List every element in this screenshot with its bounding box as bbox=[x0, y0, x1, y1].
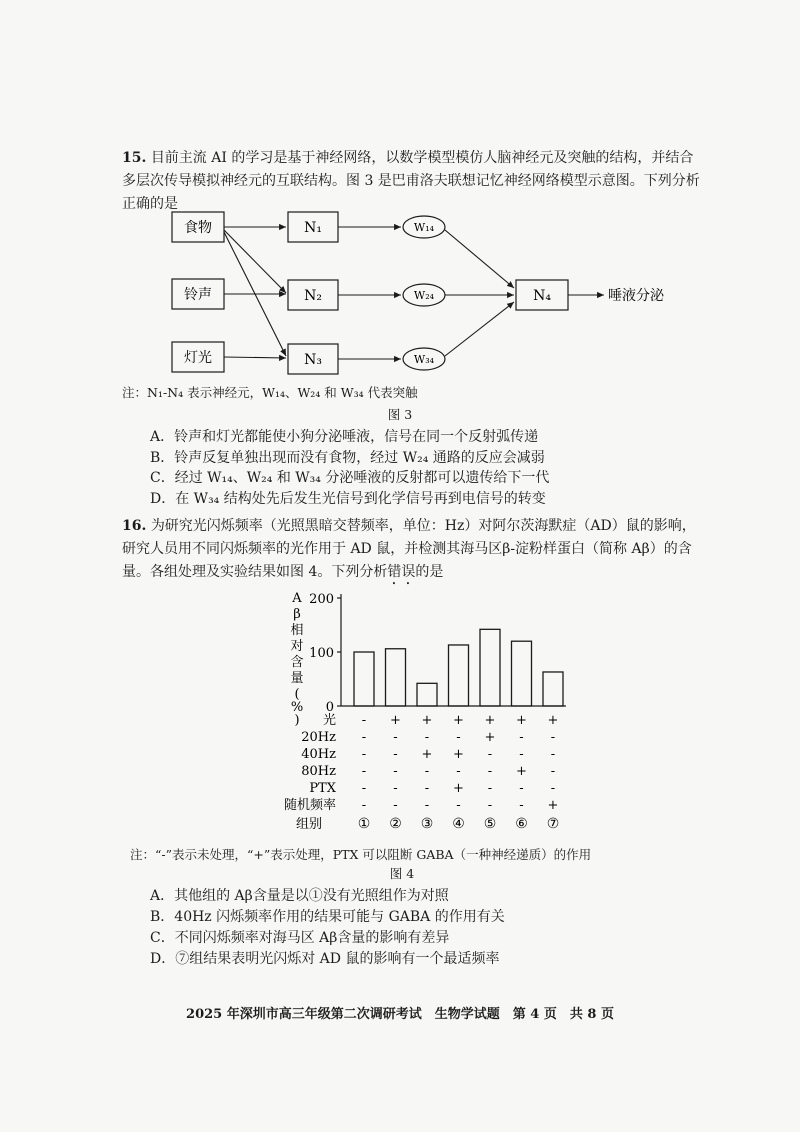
treatment-mark: - bbox=[361, 781, 367, 796]
q16-option-a[interactable]: A．其他组的 Aβ含量是以①没有光照组作为对照 bbox=[150, 888, 449, 904]
bar bbox=[449, 645, 469, 706]
treatment-label: 随机频率 bbox=[283, 798, 336, 813]
y-label-char: 量 bbox=[290, 671, 304, 686]
treatment-mark: + bbox=[453, 781, 464, 796]
question-number: 16. bbox=[122, 518, 147, 534]
bar bbox=[417, 683, 437, 706]
treatment-mark: - bbox=[487, 764, 493, 779]
y-label-char: ) bbox=[294, 713, 300, 728]
treatment-mark: - bbox=[456, 730, 461, 745]
treatment-label: 光 bbox=[322, 713, 336, 728]
input-label: 灯光 bbox=[184, 350, 212, 366]
treatment-mark: - bbox=[487, 781, 493, 796]
treatment-mark: - bbox=[519, 730, 524, 745]
treatment-label: 20Hz bbox=[301, 730, 336, 745]
treatment-mark: + bbox=[516, 713, 527, 728]
q15-option-b[interactable]: B．铃声反复单独出现而没有食物，经过 W₂₄ 通路的反应会减弱 bbox=[150, 450, 545, 466]
synapse-label: W₃₄ bbox=[413, 353, 435, 366]
treatment-label: 80Hz bbox=[301, 764, 336, 779]
q15-option-c[interactable]: C．经过 W₁₄、W₂₄ 和 W₃₄ 分泌唾液的反射都可以遗传给下一代 bbox=[150, 470, 550, 486]
treatment-mark: - bbox=[550, 730, 556, 745]
y-label-char: A bbox=[292, 591, 302, 606]
group-label: ② bbox=[389, 816, 402, 832]
neuron-label: N₄ bbox=[533, 288, 551, 304]
treatment-mark: - bbox=[424, 730, 430, 745]
treatment-mark: - bbox=[519, 798, 524, 813]
q16-option-c[interactable]: C．不同闪烁频率对海马区 Aβ含量的影响有差异 bbox=[150, 930, 450, 946]
y-tick-label: 100 bbox=[309, 646, 334, 661]
treatment-mark: + bbox=[484, 730, 496, 745]
treatment-mark: - bbox=[519, 747, 524, 762]
q15-option-a[interactable]: A．铃声和灯光都能使小狗分泌唾液，信号在同一个反射弧传递 bbox=[150, 429, 539, 445]
neuron-label: N₃ bbox=[304, 352, 322, 368]
treatment-mark: + bbox=[547, 713, 559, 728]
y-label-char: 相 bbox=[290, 623, 304, 638]
question-text: 目前主流 AI 的学习是基于神经网络，以数学模型模仿人脑神经元及突触的结构，并结合多层次传导模拟神经元的互联结构。图 3 是巴甫洛夫联想记忆神经网络模型示意图。下列分析正确的是 bbox=[122, 150, 700, 212]
bar bbox=[543, 672, 563, 706]
treatment-mark: + bbox=[421, 747, 433, 762]
treatment-mark: - bbox=[487, 747, 493, 762]
bar bbox=[512, 641, 532, 706]
y-label-char: % bbox=[290, 700, 304, 715]
y-label-char: β bbox=[293, 607, 301, 622]
question-text: 为研究光闪烁频率（光照黑暗交替频率，单位：Hz）对阿尔茨海默症（AD）鼠的影响，研究人员用不同闪烁频率的光作用于 AD 鼠，并检测其海马区β-淀粉样蛋白（简称 Aβ）的含量。各组处理及实验结果如图 4。下列分析 bbox=[122, 518, 696, 580]
neuron-label: N₂ bbox=[304, 288, 322, 304]
group-label: ⑦ bbox=[546, 816, 560, 832]
treatment-mark: - bbox=[456, 798, 461, 813]
treatment-mark: - bbox=[393, 764, 398, 779]
treatment-mark: - bbox=[456, 764, 461, 779]
treatment-mark: + bbox=[516, 764, 527, 779]
treatment-mark: + bbox=[484, 713, 496, 728]
treatment-mark: - bbox=[361, 798, 367, 813]
y-label-char: 含 bbox=[290, 655, 304, 670]
input-label: 铃声 bbox=[184, 287, 212, 303]
treatment-mark: - bbox=[550, 747, 556, 762]
treatment-mark: - bbox=[361, 713, 367, 728]
group-label: ① bbox=[357, 816, 371, 832]
question-text-end: 的是 bbox=[415, 564, 444, 580]
treatment-mark: - bbox=[424, 798, 430, 813]
treatment-mark: - bbox=[424, 781, 430, 796]
treatment-mark: - bbox=[393, 781, 398, 796]
figure-3-caption: 图 3 bbox=[387, 407, 413, 422]
q15-option-d[interactable]: D．在 W₃₄ 结构处先后发生光信号到化学信号再到电信号的转变 bbox=[150, 491, 546, 507]
page-footer: 2025 年深圳市高三年级第二次调研考试 生物学试题 第 4 页 共 8 页 bbox=[186, 1007, 614, 1022]
treatment-mark: + bbox=[421, 713, 433, 728]
treatment-mark: - bbox=[550, 781, 556, 796]
treatment-label: 40Hz bbox=[301, 747, 336, 762]
figure-4-caption: 图 4 bbox=[389, 866, 415, 881]
bar bbox=[354, 652, 374, 706]
treatment-label: PTX bbox=[309, 781, 336, 796]
group-label: ⑥ bbox=[515, 816, 528, 832]
output-label: 唾液分泌 bbox=[608, 288, 664, 304]
y-tick-label: 0 bbox=[325, 700, 334, 715]
y-label-char: ( bbox=[294, 687, 300, 702]
figure-4-note: 注：“-”表示未处理，“+”表示处理，PTX 可以阻断 GABA（一种神经递质）的作用 bbox=[130, 847, 592, 862]
y-axis-label bbox=[290, 591, 303, 728]
group-axis-label: 组别 bbox=[295, 817, 322, 832]
treatment-mark: - bbox=[550, 764, 556, 779]
y-tick-label: 200 bbox=[309, 592, 334, 607]
neuron-label: N₁ bbox=[304, 220, 322, 236]
treatment-mark: + bbox=[547, 798, 559, 813]
question-number: 15. bbox=[122, 150, 147, 166]
treatment-mark: - bbox=[393, 730, 398, 745]
input-label: 食物 bbox=[184, 220, 212, 236]
treatment-mark: - bbox=[361, 747, 367, 762]
treatment-mark: - bbox=[393, 747, 398, 762]
figure-3-note: 注：N₁-N₄ 表示神经元，W₁₄、W₂₄ 和 W₃₄ 代表突触 bbox=[122, 385, 418, 400]
emphasis-text: 错误 bbox=[387, 564, 416, 580]
treatment-mark: - bbox=[361, 764, 367, 779]
treatment-mark: + bbox=[453, 713, 464, 728]
treatment-mark: - bbox=[424, 764, 430, 779]
group-label: ③ bbox=[420, 816, 434, 832]
q16-option-b[interactable]: B．40Hz 闪烁频率作用的结果可能与 GABA 的作用有关 bbox=[150, 909, 505, 925]
y-label-char: 对 bbox=[290, 639, 304, 654]
bar bbox=[480, 629, 500, 706]
bar bbox=[386, 649, 406, 706]
treatment-mark: - bbox=[519, 781, 524, 796]
treatment-mark: + bbox=[453, 747, 464, 762]
treatment-mark: - bbox=[487, 798, 493, 813]
q16-option-d[interactable]: D．⑦组结果表明光闪烁对 AD 鼠的影响有一个最适频率 bbox=[150, 951, 500, 967]
treatment-mark: - bbox=[393, 798, 398, 813]
group-label: ④ bbox=[452, 816, 465, 832]
treatment-mark: + bbox=[390, 713, 401, 728]
synapse-label: W₂₄ bbox=[413, 289, 435, 302]
synapse-label: W₁₄ bbox=[413, 221, 435, 234]
group-label: ⑤ bbox=[483, 816, 497, 832]
treatment-mark: - bbox=[361, 730, 367, 745]
